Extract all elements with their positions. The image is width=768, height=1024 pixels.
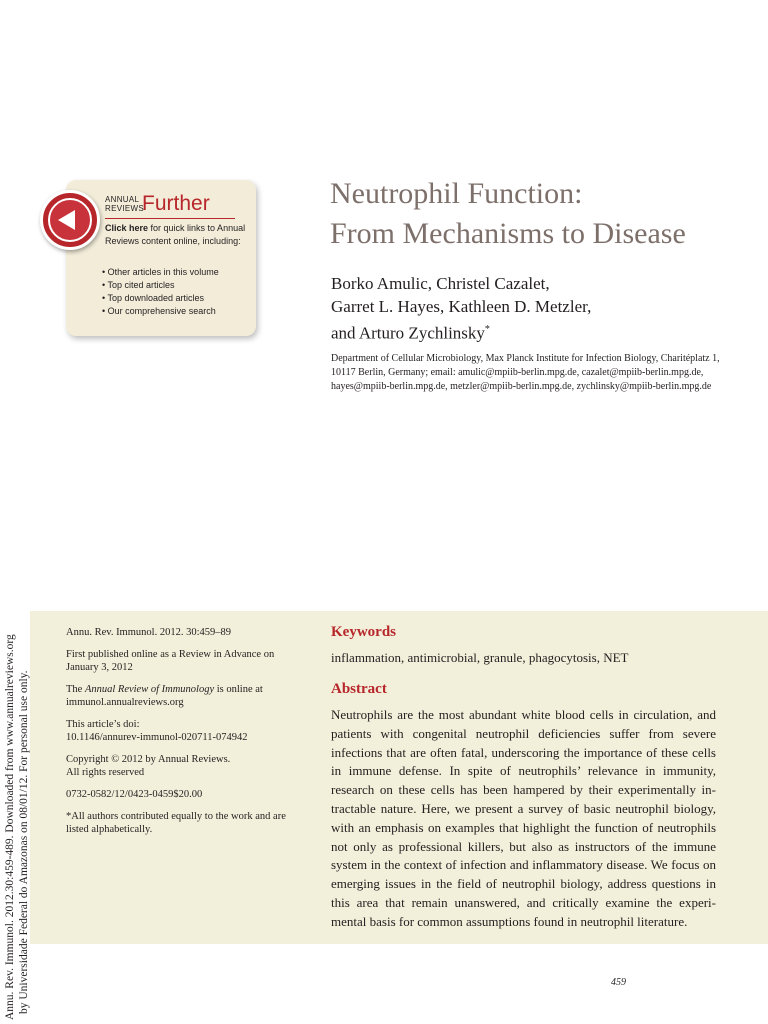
authors-footnote-mark: * bbox=[484, 324, 490, 335]
authors-line2: Garret L. Hayes, Kathleen D. Metzler, bbox=[331, 297, 592, 316]
download-notice-line2: by Universidade Federal do Amazonas on 08/01/12. For personal use only. bbox=[17, 670, 30, 1014]
further-link-top-cited[interactable]: • Top cited articles bbox=[102, 279, 219, 292]
author-list bbox=[331, 272, 751, 345]
article-meta bbox=[66, 626, 296, 845]
authors-line1: Borko Amulic, Christel Cazalet, bbox=[331, 274, 550, 293]
annual-text: ANNUAL bbox=[105, 195, 140, 204]
article-title bbox=[330, 174, 750, 254]
further-link-search[interactable]: • Our comprehensive search bbox=[102, 305, 219, 318]
further-desc-rest: for quick links to Annual Reviews content online, including: bbox=[105, 223, 246, 246]
online-pre: The bbox=[66, 684, 85, 695]
keywords-heading: Keywords bbox=[331, 624, 396, 640]
first-published: First published online as a Review in Advance on January 3, 2012 bbox=[66, 649, 275, 673]
reviews-text: REVIEWS bbox=[105, 203, 144, 213]
further-link-top-downloaded[interactable]: • Top downloaded articles bbox=[102, 292, 219, 305]
download-notice bbox=[4, 600, 31, 1020]
online-post[interactable]: is online at immunol.annualreviews.org bbox=[66, 684, 263, 708]
page-number: 459 bbox=[611, 977, 626, 988]
citation: Annu. Rev. Immunol. 2012. 30:459–89 bbox=[66, 627, 231, 638]
copyright-block bbox=[66, 753, 296, 779]
rights: All rights reserved bbox=[66, 767, 145, 778]
keywords-text: inflammation, antimicrobial, granule, phagocytosis, NET bbox=[331, 650, 629, 665]
abstract-text: Neutrophils are the most abundant white blood cells in circulation, and patients with congenital neutrophil deficiencies suffer from severe infections that are often fatal, underscoring the importance of these cells in immune defense. In spite of neutrophils’ relevance in immunity, research on these cells has been hampered by their experimentally in-tractable nature. Here, we present a survey of basic neutrophil biology, with an emphasis on examples that highlight the function of neutrophils not only as professional killers, but also as instructors of the immune system in the context of infection and inflammatory disease. We focus on emerging issues in the field of neutrophil biology, address questions in this area that remain unanswered, and critically examine the experi-mental basis for common assumptions found in neutrophil literature. bbox=[331, 707, 716, 929]
further-arrow-button[interactable] bbox=[40, 190, 100, 250]
affiliation: Department of Cellular Microbiology, Max Planck Institute for Infection Biology, Charitéplatz 1, 10117 Berlin, Germany; email: amulic@mpiib-berlin.mpg.de, cazalet@mpiib-berlin.mpg.de, hayes@mpiib-berlin.mpg.de, metzler@mpiib-berlin.mpg.de, zychlinsky@mpiib-berlin.mpg.de bbox=[331, 353, 720, 393]
annual-reviews-logo bbox=[105, 196, 144, 213]
title-line2: From Mechanisms to Disease bbox=[330, 217, 686, 250]
journal-name: Annual Review of Immunology bbox=[84, 684, 215, 695]
title-line1: Neutrophil Function: bbox=[330, 177, 583, 210]
author-footnote: *All authors contributed equally to the work and are listed alphabetically. bbox=[66, 811, 286, 835]
left-arrow-icon bbox=[55, 207, 81, 233]
doi-label: This article’s doi: bbox=[66, 719, 140, 730]
doi-value[interactable]: 10.1146/annurev-immunol-020711-074942 bbox=[66, 732, 248, 743]
authors-line3: and Arturo Zychlinsky bbox=[331, 323, 485, 343]
further-description bbox=[105, 222, 250, 247]
keywords-abstract bbox=[331, 624, 716, 932]
copyright: Copyright © 2012 by Annual Reviews. bbox=[66, 754, 231, 765]
further-divider bbox=[105, 218, 235, 219]
abstract-heading: Abstract bbox=[331, 681, 387, 697]
doi-block bbox=[66, 718, 296, 744]
online-notice bbox=[66, 683, 296, 709]
further-link-other-articles[interactable]: • Other articles in this volume bbox=[102, 266, 219, 279]
authors-line3-wrap bbox=[331, 318, 751, 345]
further-title: Further bbox=[142, 192, 210, 215]
issn: 0732-0582/12/0423-0459$20.00 bbox=[66, 789, 203, 800]
click-here-link[interactable]: Click here bbox=[105, 223, 149, 233]
download-notice-line1: Annu. Rev. Immunol. 2012.30:459-489. Downloaded from www.annualreviews.org bbox=[4, 634, 16, 1020]
further-links bbox=[102, 266, 219, 318]
